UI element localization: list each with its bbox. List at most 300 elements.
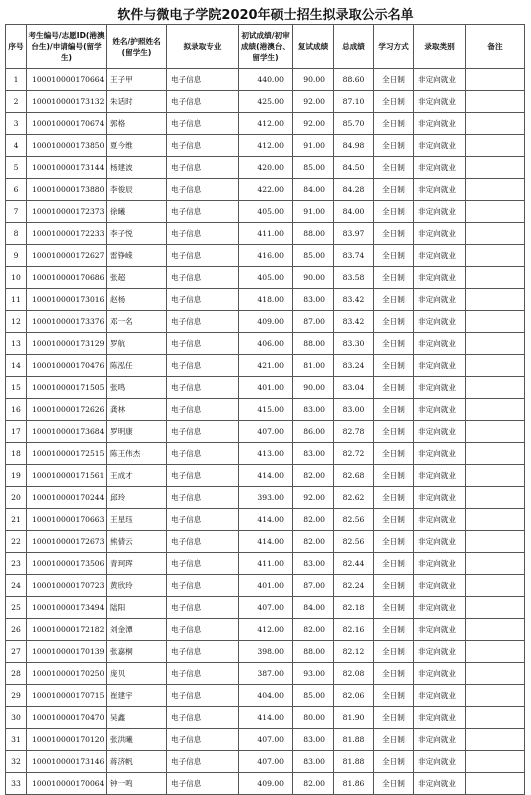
cell-prelim-score: 405.00: [239, 267, 293, 289]
cell-major: 电子信息: [167, 267, 239, 289]
cell-retest-score: 82.00: [293, 531, 334, 553]
table-row: [6, 355, 525, 377]
cell-major: 电子信息: [167, 465, 239, 487]
cell-idx: 33: [6, 773, 27, 795]
cell-retest-score: 93.00: [293, 663, 334, 685]
cell-remark: [466, 267, 525, 289]
cell-remark: [466, 575, 525, 597]
cell-retest-score: 82.00: [293, 773, 334, 795]
cell-name: 赵杨: [107, 289, 167, 311]
cell-total-score: 82.06: [334, 685, 374, 707]
header-study-mode: 学习方式: [374, 25, 414, 69]
cell-major: 电子信息: [167, 113, 239, 135]
cell-major: 电子信息: [167, 377, 239, 399]
cell-idx: 11: [6, 289, 27, 311]
cell-idx: 19: [6, 465, 27, 487]
cell-retest-score: 91.00: [293, 201, 334, 223]
cell-idx: 28: [6, 663, 27, 685]
table-row: [6, 113, 525, 135]
cell-admission-category: 非定向就业: [414, 729, 466, 751]
cell-major: 电子信息: [167, 729, 239, 751]
cell-study-mode: 全日制: [374, 179, 414, 201]
cell-study-mode: 全日制: [374, 619, 414, 641]
cell-idx: 1: [6, 69, 27, 91]
cell-prelim-score: 412.00: [239, 135, 293, 157]
cell-idx: 24: [6, 575, 27, 597]
cell-admission-category: 非定向就业: [414, 91, 466, 113]
cell-major: 电子信息: [167, 355, 239, 377]
cell-idx: 7: [6, 201, 27, 223]
cell-name: 崔建宇: [107, 685, 167, 707]
cell-study-mode: 全日制: [374, 575, 414, 597]
cell-study-mode: 全日制: [374, 377, 414, 399]
cell-remark: [466, 157, 525, 179]
cell-prelim-score: 409.00: [239, 773, 293, 795]
cell-total-score: 82.24: [334, 575, 374, 597]
cell-major: 电子信息: [167, 509, 239, 531]
cell-name: 龚林: [107, 399, 167, 421]
cell-admission-category: 非定向就业: [414, 465, 466, 487]
cell-prelim-score: 420.00: [239, 157, 293, 179]
cell-admission-category: 非定向就业: [414, 663, 466, 685]
cell-candidate-no: 100010000170250: [27, 663, 107, 685]
cell-admission-category: 非定向就业: [414, 685, 466, 707]
cell-study-mode: 全日制: [374, 135, 414, 157]
cell-total-score: 81.90: [334, 707, 374, 729]
cell-retest-score: 82.00: [293, 465, 334, 487]
cell-name: 张鸣: [107, 377, 167, 399]
table-row: [6, 553, 525, 575]
cell-retest-score: 83.00: [293, 553, 334, 575]
cell-study-mode: 全日制: [374, 223, 414, 245]
cell-retest-score: 88.00: [293, 333, 334, 355]
cell-major: 电子信息: [167, 531, 239, 553]
cell-retest-score: 83.00: [293, 443, 334, 465]
cell-admission-category: 非定向就业: [414, 333, 466, 355]
table-row: [6, 201, 525, 223]
cell-name: 陈王伟杰: [107, 443, 167, 465]
cell-prelim-score: 425.00: [239, 91, 293, 113]
table-row: [6, 223, 525, 245]
cell-candidate-no: 100010000170470: [27, 707, 107, 729]
cell-idx: 32: [6, 751, 27, 773]
cell-prelim-score: 407.00: [239, 597, 293, 619]
table-row: [6, 377, 525, 399]
cell-admission-category: 非定向就业: [414, 487, 466, 509]
cell-total-score: 82.78: [334, 421, 374, 443]
cell-candidate-no: 100010000170723: [27, 575, 107, 597]
table-row: [6, 773, 525, 795]
cell-total-score: 83.00: [334, 399, 374, 421]
cell-name: 邱玲: [107, 487, 167, 509]
cell-admission-category: 非定向就业: [414, 531, 466, 553]
cell-major: 电子信息: [167, 707, 239, 729]
cell-prelim-score: 416.00: [239, 245, 293, 267]
cell-retest-score: 91.00: [293, 135, 334, 157]
cell-retest-score: 90.00: [293, 377, 334, 399]
cell-idx: 30: [6, 707, 27, 729]
cell-idx: 15: [6, 377, 27, 399]
cell-total-score: 83.42: [334, 289, 374, 311]
cell-remark: [466, 377, 525, 399]
cell-total-score: 82.62: [334, 487, 374, 509]
header-admission-category: 录取类别: [414, 25, 466, 69]
cell-name: 李俊辰: [107, 179, 167, 201]
cell-total-score: 83.30: [334, 333, 374, 355]
cell-total-score: 88.60: [334, 69, 374, 91]
cell-prelim-score: 412.00: [239, 619, 293, 641]
cell-total-score: 81.88: [334, 729, 374, 751]
cell-prelim-score: 414.00: [239, 465, 293, 487]
cell-retest-score: 87.00: [293, 311, 334, 333]
cell-retest-score: 86.00: [293, 421, 334, 443]
table-row: [6, 619, 525, 641]
cell-idx: 2: [6, 91, 27, 113]
cell-major: 电子信息: [167, 157, 239, 179]
cell-study-mode: 全日制: [374, 487, 414, 509]
cell-retest-score: 90.00: [293, 69, 334, 91]
table-row: [6, 465, 525, 487]
cell-name: 邓一名: [107, 311, 167, 333]
cell-study-mode: 全日制: [374, 311, 414, 333]
cell-name: 王星珏: [107, 509, 167, 531]
cell-retest-score: 88.00: [293, 641, 334, 663]
table-row: [6, 91, 525, 113]
cell-remark: [466, 443, 525, 465]
cell-name: 青珂珲: [107, 553, 167, 575]
cell-candidate-no: 100010000173376: [27, 311, 107, 333]
cell-prelim-score: 421.00: [239, 355, 293, 377]
cell-remark: [466, 553, 525, 575]
cell-prelim-score: 412.00: [239, 113, 293, 135]
cell-admission-category: 非定向就业: [414, 355, 466, 377]
cell-name: 钟一鸣: [107, 773, 167, 795]
cell-study-mode: 全日制: [374, 201, 414, 223]
table-header-row: [6, 25, 525, 69]
table-row: [6, 267, 525, 289]
cell-idx: 5: [6, 157, 27, 179]
cell-study-mode: 全日制: [374, 597, 414, 619]
cell-admission-category: 非定向就业: [414, 641, 466, 663]
table-row: [6, 663, 525, 685]
cell-study-mode: 全日制: [374, 509, 414, 531]
cell-major: 电子信息: [167, 773, 239, 795]
cell-candidate-no: 100010000170244: [27, 487, 107, 509]
cell-idx: 18: [6, 443, 27, 465]
cell-idx: 10: [6, 267, 27, 289]
cell-admission-category: 非定向就业: [414, 575, 466, 597]
cell-candidate-no: 100010000173146: [27, 751, 107, 773]
cell-candidate-no: 100010000170715: [27, 685, 107, 707]
cell-study-mode: 全日制: [374, 289, 414, 311]
table-row: [6, 443, 525, 465]
cell-prelim-score: 414.00: [239, 531, 293, 553]
cell-total-score: 83.04: [334, 377, 374, 399]
cell-admission-category: 非定向就业: [414, 597, 466, 619]
cell-admission-category: 非定向就业: [414, 289, 466, 311]
cell-major: 电子信息: [167, 487, 239, 509]
cell-remark: [466, 773, 525, 795]
cell-total-score: 83.42: [334, 311, 374, 333]
table-row: [6, 575, 525, 597]
cell-name: 夏今维: [107, 135, 167, 157]
cell-remark: [466, 223, 525, 245]
cell-idx: 26: [6, 619, 27, 641]
table-row: [6, 597, 525, 619]
cell-major: 电子信息: [167, 223, 239, 245]
cell-admission-category: 非定向就业: [414, 751, 466, 773]
cell-idx: 8: [6, 223, 27, 245]
cell-prelim-score: 401.00: [239, 575, 293, 597]
cell-name: 蒋济帆: [107, 751, 167, 773]
cell-remark: [466, 641, 525, 663]
cell-candidate-no: 100010000171505: [27, 377, 107, 399]
cell-idx: 13: [6, 333, 27, 355]
cell-idx: 16: [6, 399, 27, 421]
cell-total-score: 81.86: [334, 773, 374, 795]
cell-remark: [466, 135, 525, 157]
table-row: [6, 751, 525, 773]
cell-admission-category: 非定向就业: [414, 223, 466, 245]
cell-idx: 6: [6, 179, 27, 201]
cell-major: 电子信息: [167, 443, 239, 465]
cell-prelim-score: 393.00: [239, 487, 293, 509]
cell-total-score: 84.50: [334, 157, 374, 179]
table-row: [6, 289, 525, 311]
table-row: [6, 399, 525, 421]
cell-idx: 4: [6, 135, 27, 157]
cell-name: 吴鑫: [107, 707, 167, 729]
cell-idx: 29: [6, 685, 27, 707]
cell-idx: 9: [6, 245, 27, 267]
table-row: [6, 509, 525, 531]
cell-remark: [466, 333, 525, 355]
cell-name: 罗航: [107, 333, 167, 355]
cell-idx: 17: [6, 421, 27, 443]
cell-study-mode: 全日制: [374, 531, 414, 553]
cell-major: 电子信息: [167, 619, 239, 641]
cell-study-mode: 全日制: [374, 707, 414, 729]
cell-total-score: 84.98: [334, 135, 374, 157]
cell-major: 电子信息: [167, 751, 239, 773]
table-row: [6, 311, 525, 333]
cell-total-score: 82.44: [334, 553, 374, 575]
cell-candidate-no: 100010000173016: [27, 289, 107, 311]
cell-study-mode: 全日制: [374, 553, 414, 575]
cell-major: 电子信息: [167, 641, 239, 663]
cell-admission-category: 非定向就业: [414, 113, 466, 135]
cell-remark: [466, 355, 525, 377]
cell-admission-category: 非定向就业: [414, 377, 466, 399]
cell-admission-category: 非定向就业: [414, 157, 466, 179]
cell-candidate-no: 100010000172627: [27, 245, 107, 267]
cell-name: 陆阳: [107, 597, 167, 619]
cell-candidate-no: 100010000170686: [27, 267, 107, 289]
cell-remark: [466, 531, 525, 553]
header-name: 姓名/护照姓名(留学生): [107, 25, 167, 69]
cell-retest-score: 83.00: [293, 729, 334, 751]
cell-candidate-no: 100010000173132: [27, 91, 107, 113]
header-remark: 备注: [466, 25, 525, 69]
cell-candidate-no: 100010000170120: [27, 729, 107, 751]
cell-idx: 3: [6, 113, 27, 135]
cell-admission-category: 非定向就业: [414, 179, 466, 201]
cell-remark: [466, 597, 525, 619]
cell-candidate-no: 100010000172626: [27, 399, 107, 421]
cell-admission-category: 非定向就业: [414, 399, 466, 421]
cell-remark: [466, 663, 525, 685]
cell-candidate-no: 100010000170139: [27, 641, 107, 663]
table-row: [6, 729, 525, 751]
cell-candidate-no: 100010000170664: [27, 69, 107, 91]
cell-total-score: 82.56: [334, 531, 374, 553]
cell-idx: 25: [6, 597, 27, 619]
cell-study-mode: 全日制: [374, 663, 414, 685]
cell-remark: [466, 399, 525, 421]
cell-remark: [466, 751, 525, 773]
cell-total-score: 81.88: [334, 751, 374, 773]
cell-name: 张嘉桐: [107, 641, 167, 663]
cell-admission-category: 非定向就业: [414, 421, 466, 443]
cell-name: 李子悦: [107, 223, 167, 245]
cell-candidate-no: 100010000173880: [27, 179, 107, 201]
cell-idx: 27: [6, 641, 27, 663]
cell-study-mode: 全日制: [374, 91, 414, 113]
cell-major: 电子信息: [167, 399, 239, 421]
cell-study-mode: 全日制: [374, 399, 414, 421]
header-candidate-no: 考生编号/志愿ID(港澳台生)/申请编号(留学生): [27, 25, 107, 69]
cell-remark: [466, 113, 525, 135]
cell-name: 黄欣玲: [107, 575, 167, 597]
cell-retest-score: 85.00: [293, 685, 334, 707]
table-row: [6, 685, 525, 707]
cell-total-score: 85.70: [334, 113, 374, 135]
cell-remark: [466, 707, 525, 729]
cell-prelim-score: 407.00: [239, 421, 293, 443]
cell-name: 朱话时: [107, 91, 167, 113]
cell-study-mode: 全日制: [374, 267, 414, 289]
cell-remark: [466, 179, 525, 201]
cell-study-mode: 全日制: [374, 421, 414, 443]
cell-idx: 31: [6, 729, 27, 751]
cell-retest-score: 92.00: [293, 113, 334, 135]
table-row: [6, 245, 525, 267]
table-row: [6, 157, 525, 179]
cell-total-score: 83.24: [334, 355, 374, 377]
cell-study-mode: 全日制: [374, 751, 414, 773]
cell-total-score: 82.72: [334, 443, 374, 465]
cell-admission-category: 非定向就业: [414, 707, 466, 729]
cell-remark: [466, 509, 525, 531]
cell-admission-category: 非定向就业: [414, 509, 466, 531]
cell-study-mode: 全日制: [374, 443, 414, 465]
cell-study-mode: 全日制: [374, 641, 414, 663]
cell-retest-score: 82.00: [293, 509, 334, 531]
cell-remark: [466, 465, 525, 487]
cell-major: 电子信息: [167, 311, 239, 333]
cell-study-mode: 全日制: [374, 685, 414, 707]
cell-study-mode: 全日制: [374, 157, 414, 179]
cell-total-score: 82.56: [334, 509, 374, 531]
cell-total-score: 82.08: [334, 663, 374, 685]
cell-retest-score: 92.00: [293, 487, 334, 509]
cell-total-score: 82.18: [334, 597, 374, 619]
cell-major: 电子信息: [167, 135, 239, 157]
cell-retest-score: 81.00: [293, 355, 334, 377]
cell-total-score: 82.68: [334, 465, 374, 487]
cell-name: 张超: [107, 267, 167, 289]
cell-candidate-no: 100010000173129: [27, 333, 107, 355]
cell-major: 电子信息: [167, 201, 239, 223]
cell-name: 熊倩云: [107, 531, 167, 553]
cell-admission-category: 非定向就业: [414, 267, 466, 289]
cell-prelim-score: 422.00: [239, 179, 293, 201]
cell-prelim-score: 387.00: [239, 663, 293, 685]
cell-total-score: 84.28: [334, 179, 374, 201]
cell-candidate-no: 100010000173494: [27, 597, 107, 619]
cell-retest-score: 90.00: [293, 267, 334, 289]
header-major: 拟录取专业: [167, 25, 239, 69]
table-row: [6, 421, 525, 443]
table-row: [6, 641, 525, 663]
cell-candidate-no: 100010000173850: [27, 135, 107, 157]
cell-retest-score: 80.00: [293, 707, 334, 729]
table-row: [6, 487, 525, 509]
cell-candidate-no: 100010000172673: [27, 531, 107, 553]
cell-major: 电子信息: [167, 333, 239, 355]
cell-prelim-score: 411.00: [239, 553, 293, 575]
cell-study-mode: 全日制: [374, 465, 414, 487]
cell-remark: [466, 619, 525, 641]
admission-table: [5, 24, 525, 795]
cell-prelim-score: 406.00: [239, 333, 293, 355]
cell-retest-score: 92.00: [293, 91, 334, 113]
cell-name: 郭格: [107, 113, 167, 135]
cell-prelim-score: 407.00: [239, 751, 293, 773]
cell-remark: [466, 69, 525, 91]
cell-retest-score: 88.00: [293, 223, 334, 245]
cell-major: 电子信息: [167, 663, 239, 685]
cell-study-mode: 全日制: [374, 69, 414, 91]
cell-candidate-no: 100010000170064: [27, 773, 107, 795]
cell-name: 陈泓任: [107, 355, 167, 377]
cell-remark: [466, 729, 525, 751]
cell-total-score: 82.16: [334, 619, 374, 641]
cell-major: 电子信息: [167, 685, 239, 707]
cell-retest-score: 83.00: [293, 289, 334, 311]
cell-admission-category: 非定向就业: [414, 201, 466, 223]
cell-name: 徐曦: [107, 201, 167, 223]
table-row: [6, 135, 525, 157]
cell-candidate-no: 100010000173506: [27, 553, 107, 575]
cell-admission-category: 非定向就业: [414, 443, 466, 465]
cell-retest-score: 85.00: [293, 157, 334, 179]
cell-idx: 21: [6, 509, 27, 531]
cell-prelim-score: 405.00: [239, 201, 293, 223]
cell-idx: 22: [6, 531, 27, 553]
page-title: 软件与微电子学院2020年硕士招生拟录取公示名单: [117, 8, 414, 23]
cell-total-score: 83.97: [334, 223, 374, 245]
cell-candidate-no: 100010000172233: [27, 223, 107, 245]
cell-study-mode: 全日制: [374, 355, 414, 377]
cell-candidate-no: 100010000172373: [27, 201, 107, 223]
cell-admission-category: 非定向就业: [414, 311, 466, 333]
cell-major: 电子信息: [167, 179, 239, 201]
cell-study-mode: 全日制: [374, 113, 414, 135]
header-retest-score: 复试成绩: [293, 25, 334, 69]
cell-prelim-score: 414.00: [239, 707, 293, 729]
cell-major: 电子信息: [167, 597, 239, 619]
